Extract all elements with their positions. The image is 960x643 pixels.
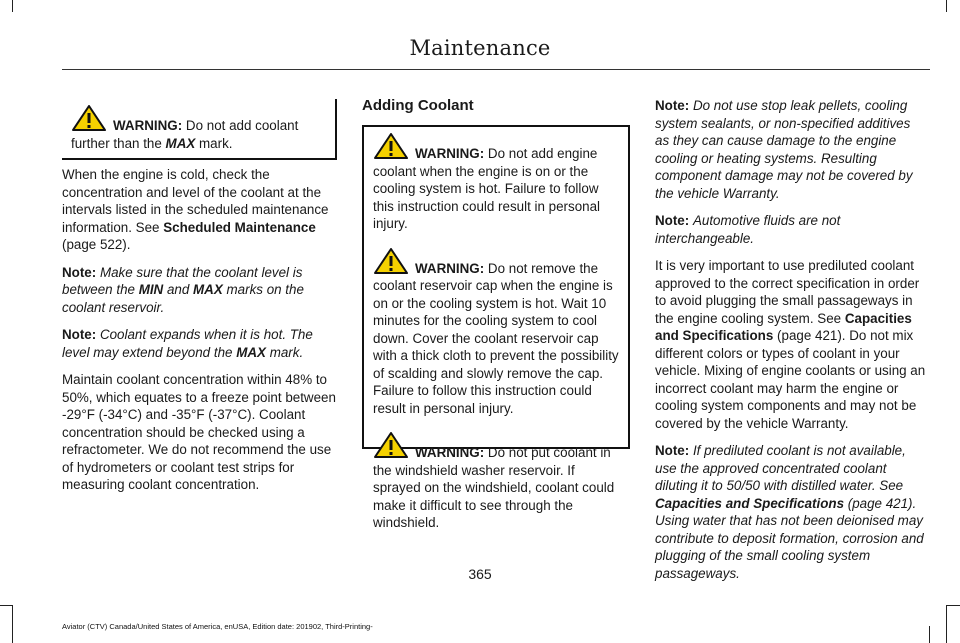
header-divider [62,69,930,70]
warning-triangle-icon [71,104,107,132]
section-heading-adding-coolant: Adding Coolant [362,97,474,114]
warning-text [71,104,327,152]
paragraph-concentration: Maintain coolant concentration within 48% to 50%, which equates to a freeze point between -29°F (-34°C) and -35°F (-37°C). Coolant concentration should be checked using a refractometer. We do not recommend the use of hydrometers or coolant test strips for measuring coolant concentration. [62,372,336,492]
warning-body: Do not add coolant further than the [71,118,299,151]
crop-mark-bottom-tick [929,626,930,643]
max-mark: MAX [236,344,266,360]
note-label: Note: [655,443,690,458]
max-mark: MAX [165,135,196,151]
note-text: Make sure that the coolant level is between the [62,264,303,297]
warning-label: WARNING: [113,118,183,133]
note-text: Automotive fluids are not interchangeable. [655,213,841,246]
note-label: Note: [62,327,97,342]
note-text: marks on the coolant reservoir. [62,282,304,315]
warning-box-coolant-max [62,99,337,160]
warning-body: Do not put coolant in the windshield washer reservoir. If sprayed on the windshield, coolant could make it difficult to see through the windshield. [373,445,615,530]
warning-hot-engine [373,132,620,233]
ref-scheduled-maintenance[interactable]: Scheduled Maintenance [163,219,316,235]
min-mark: MIN [138,282,164,297]
ref-capacities-specifications[interactable]: Capacities and Specifications [655,495,845,511]
page-title: Maintenance [409,36,551,60]
paragraph-prediluted-coolant [655,257,927,432]
warning-label: WARNING: [415,260,485,276]
crop-mark-left-bottom-h [0,605,12,606]
note-fluids-not-interchangeable [655,212,927,247]
warning-label: WARNING: [415,445,485,460]
note-label: Note: [62,264,97,280]
crop-mark-right-bottom-v [946,605,947,643]
page-reference: (page 522). [62,237,131,252]
note-stop-leak [655,97,927,202]
note-label: Note: [655,213,690,228]
note-text: Do not use stop leak pellets, cooling system sealants, or non-specified additives as they can cause damage to the engine cooling or heating systems. Resulting component damage may not be covered by the vehicle Warranty. [655,98,913,201]
note-coolant-expands [62,326,337,361]
note-text: If prediluted coolant is not available, use the approved concentrated coolant diluting it to 50/50 with distilled water. See [655,443,906,493]
note-min-max [62,264,337,317]
crop-mark-right-bottom-h [946,605,960,606]
max-mark: MAX [193,282,223,297]
crop-mark-left-bottom-v [12,605,13,643]
note-text: and [163,282,194,297]
warning-washer-reservoir [373,431,620,532]
crop-mark-top-right [946,0,947,12]
warning-triangle-icon [373,431,409,459]
paragraph-text: When the engine is cold, check the concentration and level of the coolant at the intervals listed in the scheduled maintenance information. See [62,167,329,235]
page-number: 365 [468,566,492,582]
crop-mark-top-left [12,0,13,12]
note-text: mark. [265,344,304,360]
note-label: Note: [655,98,690,113]
paragraph-text: Do not mix different colors or types of coolant in your vehicle. Mixing of engine coolants or using an incorrect coolant may harm the engine or cooling system components and may not be covered by the vehicle Warranty. [655,328,926,431]
note-text: Coolant expands when it is hot. The level may extend beyond the [62,327,313,360]
note-text: (page 421). Using water that has not been deionised may contribute to deposit formation, corrosion and plugging of the small cooling system passageways. [655,495,924,581]
note-concentrated-coolant [655,442,927,582]
warning-body: Do not remove the coolant reservoir cap when the engine is on or the cooling system is hot. Wait 10 minutes for the cooling system to cool down. Cover the coolant reservoir cap with a thick cloth to prevent the possibility of scalding and slowly remove the cap. Failure to follow this instruction could result in personal injury. [373,260,619,416]
warning-reservoir-cap [373,247,620,418]
footer-edition-info: Aviator (CTV) Canada/United States of America, enUSA, Edition date: 201902, Third-Printing- [62,622,373,631]
paragraph-check-coolant [62,166,337,254]
warning-triangle-icon [373,247,409,275]
warning-label: WARNING: [415,146,485,161]
page-reference: (page 421). [773,328,846,343]
paragraph-text: It is very important to use prediluted coolant approved to the correct specification in order to avoid plugging the small passageways in the engine cooling system. See [655,258,920,326]
warning-body: Do not add engine coolant when the engine is on or the cooling system is hot. Failure to follow this instruction could result in personal injury. [373,146,601,231]
warning-triangle-icon [373,132,409,160]
warning-body-end: mark. [195,135,233,151]
warning-box-adding-coolant [362,125,630,530]
ref-capacities-specifications[interactable]: Capacities and Specifications [655,310,912,343]
